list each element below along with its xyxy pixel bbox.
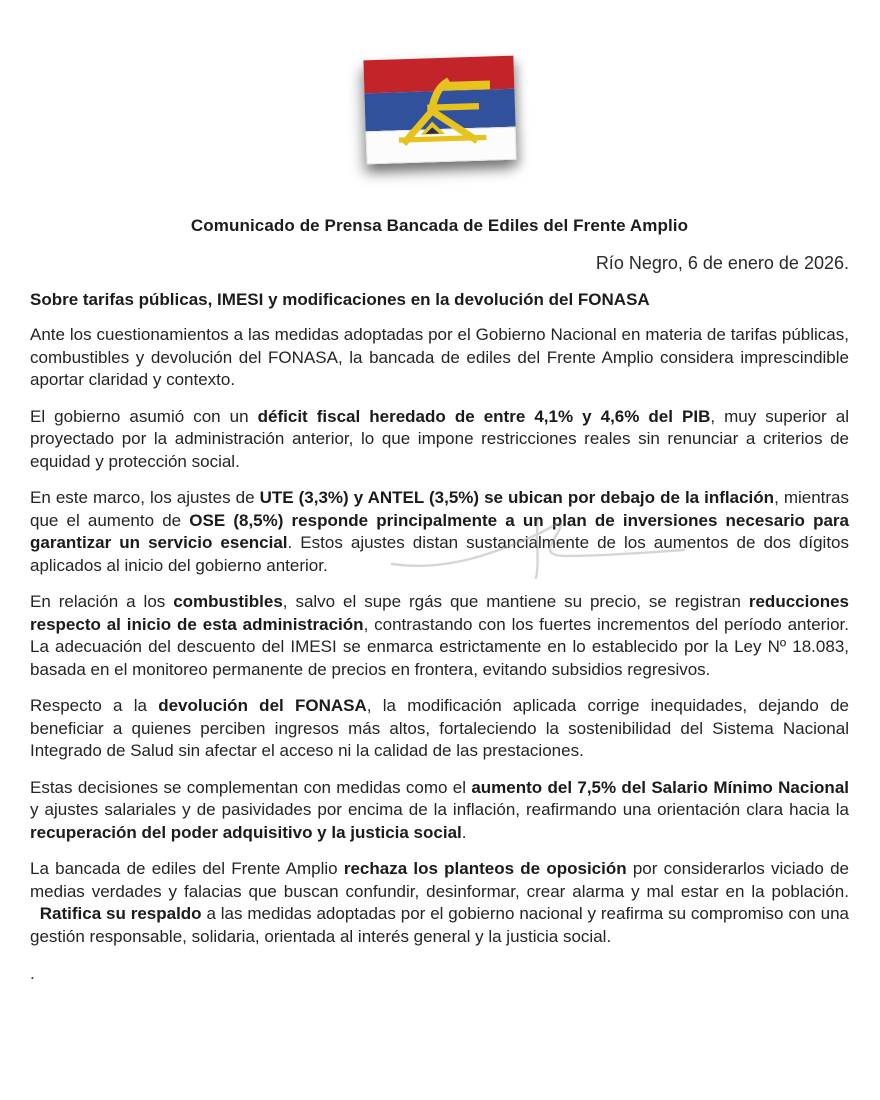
fa-monogram-icon (396, 71, 491, 151)
body-text: a las medidas adoptadas por el gobierno nacional y reafirma su compromiso con una gestión responsable, solidaria, orientada al interés general y la justicia social. (30, 904, 849, 946)
body-text: y ajustes salariales y de pasividades por encima de la inflación, reafirmando una orientación clara hacia la (30, 800, 849, 819)
body-text: , salvo el supe rgás que mantiene su precio, se registran (282, 592, 749, 611)
emphasis-text: reducciones respecto al inicio de esta administración (30, 592, 850, 634)
paragraph (30, 777, 849, 845)
paragraph (30, 406, 849, 474)
body-text: , muy superior al proyectado por la administración anterior, lo que impone restricciones reales sin renunciar a criterios de equidad y protección social. (30, 406, 849, 471)
body-text: Ante los cuestionamientos a las medidas adoptadas por el Gobierno Nacional en materia de tarifas públicas, combustibles y devolución del FONASA, la bancada de ediles del Frente Amplio considera imprescindible aportar claridad y contexto. (30, 325, 849, 389)
body-paragraphs (30, 324, 849, 948)
body-text: Respecto a la (30, 696, 159, 715)
emphasis-text: aumento del 7,5% del Salario Mínimo Nacional (471, 777, 849, 797)
emphasis-text: Ratifica su respaldo (39, 904, 202, 923)
body-text: , mientras que el aumento de (30, 488, 850, 530)
emphasis-text: OSE (8,5%) responde principalmente a un plan de inversiones necesario para garantizar un servicio esencial (30, 510, 849, 552)
subject-line: Sobre tarifas públicas, IMESI y modificaciones en la devolución del FONASA (30, 290, 650, 309)
body-text: En relación a los (30, 592, 174, 611)
emphasis-text: combustibles (173, 592, 283, 611)
emphasis-text: devolución del FONASA (158, 696, 367, 715)
body-text: . (461, 822, 467, 842)
paragraph (30, 324, 849, 392)
dateline: Río Negro, 6 de enero de 2026. (595, 253, 849, 273)
body-text: En este marco, los ajustes de (30, 488, 260, 507)
emphasis-text: UTE (3,3%) y ANTEL (3,5%) se ubican por debajo de la inflación (259, 488, 775, 507)
body-text: , la modificación aplicada corrige inequidades, dejando de beneficiar a quienes perciben ingresos más altos, fortaleciendo la sostenibilidad del Sistema Nacional Integrado de Salud sin afectar el acceso ni la calidad de las prestaciones. (30, 696, 849, 760)
paragraph (30, 858, 849, 948)
emphasis-text: déficit fiscal heredado de entre 4,1% y 4,6% del PIB (257, 406, 711, 426)
document-title: Comunicado de Prensa Bancada de Ediles del Frente Amplio (190, 216, 689, 235)
emphasis-text: recuperación del poder adquisitivo y la justicia social (30, 822, 462, 842)
paragraph (30, 487, 849, 577)
body-text: por considerarlos viciado de medias verdades y falacias que buscan confundir, desinformar, crear alarma y mal estar en la población. (30, 859, 849, 923)
body-text: . Estos ajustes distan sustancialmente de los aumentos de dos dígitos aplicados al inicio del gobierno anterior. (30, 533, 849, 575)
paragraph (30, 591, 849, 681)
paragraph (30, 695, 849, 763)
body-text: La bancada de ediles del Frente Amplio (30, 859, 344, 878)
body-text: El gobierno asumió con un (30, 406, 258, 426)
emphasis-text: rechaza los planteos de oposición (343, 859, 627, 878)
body-text: , contrastando con los fuertes incrementos del período anterior. La adecuación del descuento del IMESI se enmarca estrictamente en lo establecido por la Ley Nº 18.083, basada en el monitoreo permanente de precios en frontera, evitando subsidios regresivos. (30, 614, 849, 679)
body-text: Estas decisiones se complementan con medidas como el (30, 777, 472, 797)
closing-period: . (30, 964, 35, 983)
frente-amplio-flag-logo (363, 56, 516, 165)
